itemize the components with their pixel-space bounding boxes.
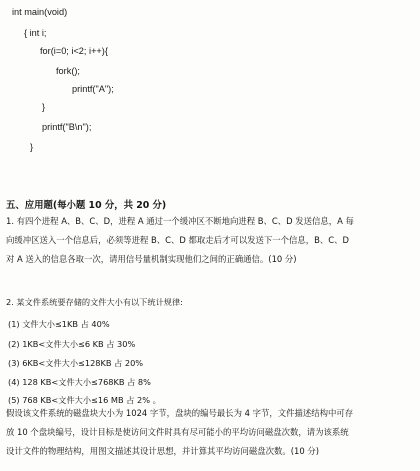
code-line: } [30, 142, 34, 152]
code-line: { int i; [24, 28, 47, 38]
code-line: for(i=0; i<2; i++){ [40, 46, 108, 56]
code-line: } [42, 102, 46, 112]
rule-item: (2) 1KB<文件大小≤6 KB 占 30% [8, 339, 136, 349]
code-line: int main(void) [12, 7, 68, 17]
question-1-line: 1. 有四个进程 A、B、C、D，进程 A 通过一个缓冲区不断地向进程 B、C、D 发送信息，A 每 [6, 216, 354, 226]
code-line: printf("B\n"); [42, 122, 92, 132]
question-1-line: 对 A 送入的信息各取一次，请用信号量机制实现他们之间的正确通信。(10 分) [6, 254, 297, 264]
rule-item: (4) 128 KB<文件大小≤768KB 占 8% [8, 377, 151, 387]
rule-item: (1) 文件大小≤1KB 占 40% [8, 319, 110, 329]
code-line: fork(); [56, 66, 80, 76]
rule-item: (5) 768 KB<文件大小≤16 MB 占 2% 。 [8, 395, 161, 405]
question-2-body-line: 放 10 个盘块编号，设计目标是使访问文件时具有尽可能小的平均访问磁盘次数，请为该系统 [6, 427, 349, 437]
rule-item: (3) 6KB<文件大小≤128KB 占 20% [8, 358, 144, 368]
question-2-intro: 2. 某文件系统要存储的文件大小有以下统计规律: [6, 297, 183, 307]
code-line: printf("A"); [72, 84, 114, 94]
section-title: 五、应用题(每小题 10 分，共 20 分) [6, 200, 167, 211]
question-2-body-line: 设计文件的物理结构，用图文描述其设计思想，并计算其平均访问磁盘次数。(10 分) [6, 446, 319, 456]
question-1-line: 向缓冲区送入一个信息后，必须等进程 B、C、D 都取走后才可以发送下一个信息，B、C、D [6, 235, 349, 245]
question-2-body-line: 假设该文件系统的磁盘块大小为 1024 字节，盘块的编号最长为 4 字节，文件描述结构中可存 [6, 408, 354, 418]
